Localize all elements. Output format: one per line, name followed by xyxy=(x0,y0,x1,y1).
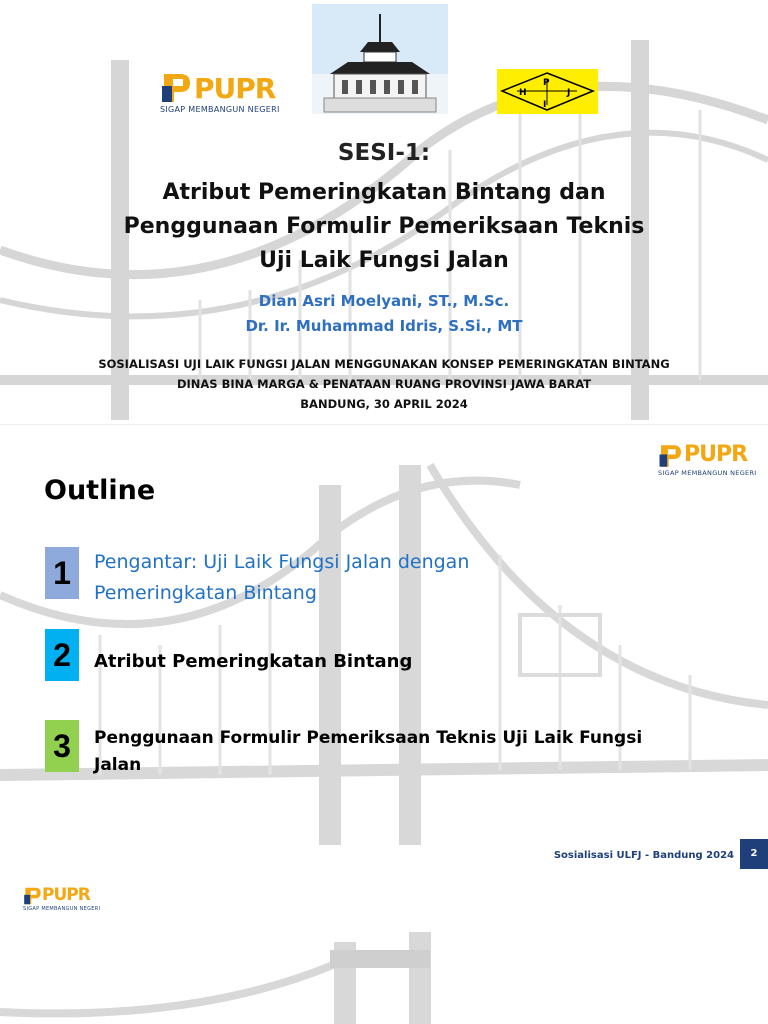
pupr-logo xyxy=(658,443,762,481)
slide-footer: Sosialisasi ULFJ - Bandung 2024 xyxy=(553,850,734,861)
pupr-logo xyxy=(23,886,103,920)
pupr-emblem-icon xyxy=(23,886,43,906)
outline-item-2: Atribut Pemeringkatan Bintang xyxy=(94,651,413,672)
pupr-tagline: SIGAP MEMBANGUN NEGERI xyxy=(160,105,280,114)
next-slide-partial xyxy=(0,872,768,1024)
outline-slide xyxy=(0,424,768,873)
pupr-logo-text: PUPR xyxy=(42,885,90,905)
author-name: Dian Asri Moelyani, ST., M.Sc. xyxy=(258,292,510,310)
presentation-title xyxy=(60,176,708,278)
hpji-letter-p: P xyxy=(543,78,550,88)
outline-number-3: 3 xyxy=(45,720,79,772)
pupr-logo-text: PUPR xyxy=(194,72,276,105)
pupr-emblem-icon xyxy=(160,72,194,104)
outline-heading: Outline xyxy=(44,475,156,506)
outline-item-line: Jalan xyxy=(94,755,142,775)
bridge-background-illustration xyxy=(0,872,768,1024)
pupr-logo-text: PUPR xyxy=(684,442,748,467)
hpji-letter-j: J xyxy=(567,88,571,98)
hpji-letter-i: I xyxy=(543,100,547,110)
event-date: BANDUNG, 30 APRIL 2024 xyxy=(300,397,468,411)
title-line: Atribut Pemeringkatan Bintang dan xyxy=(162,180,606,205)
pupr-emblem-icon xyxy=(658,443,684,469)
event-line: SOSIALISASI UJI LAIK FUNGSI JALAN MENGGUNAKAN KONSEP PEMERINGKATAN BINTANG xyxy=(98,357,670,371)
hpji-logo xyxy=(497,69,598,114)
title-slide xyxy=(0,0,768,424)
pupr-tagline: SIGAP MEMBANGUN NEGERI xyxy=(658,469,757,477)
hpji-letter-h: H xyxy=(519,88,527,98)
title-line: Penggunaan Formulir Pemeriksaan Teknis xyxy=(123,214,645,239)
event-line: DINAS BINA MARGA & PENATAAN RUANG PROVINSI JAWA BARAT xyxy=(176,377,592,391)
pupr-logo xyxy=(160,72,294,116)
page-number: 2 xyxy=(740,839,768,869)
outline-number-2: 2 xyxy=(45,629,79,681)
outline-item-1 xyxy=(94,547,469,609)
outline-item-line: Pemeringkatan Bintang xyxy=(94,582,317,604)
outline-item-line: Penggunaan Formulir Pemeriksaan Teknis Uji Laik Fungsi xyxy=(94,728,643,748)
outline-number-1: 1 xyxy=(45,547,79,599)
title-line: Uji Laik Fungsi Jalan xyxy=(259,248,509,273)
gedung-sate-illustration xyxy=(312,4,448,114)
pupr-tagline: SIGAP MEMBANGUN NEGERI xyxy=(23,906,101,912)
outline-item-line: Pengantar: Uji Laik Fungsi Jalan dengan xyxy=(94,551,470,573)
outline-item-3 xyxy=(94,725,642,779)
session-label: SESI-1: xyxy=(337,140,431,166)
author-name: Dr. Ir. Muhammad Idris, S.Si., MT xyxy=(245,317,523,335)
hpji-diamond-icon xyxy=(497,69,598,114)
